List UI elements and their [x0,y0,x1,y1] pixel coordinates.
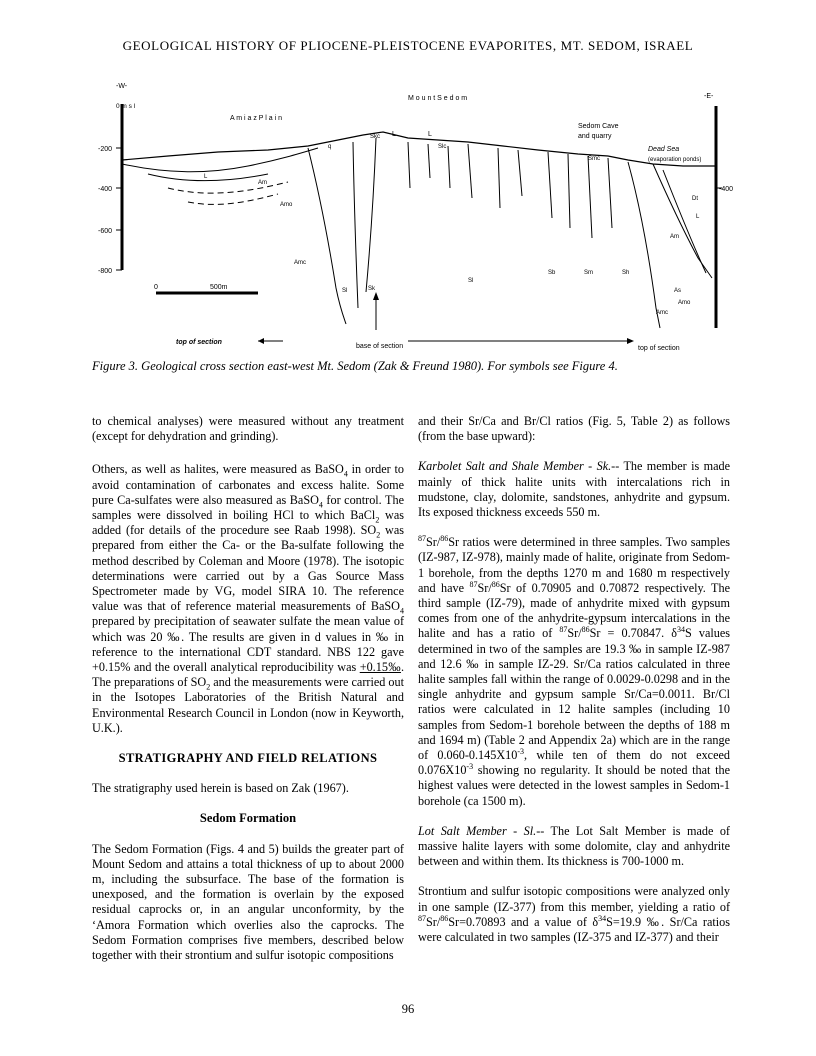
unit-label: Am [258,180,267,186]
structure-line [498,148,500,208]
mount-sedom-label: M o u n t S e d o m [408,95,468,102]
cross-section-svg [98,78,738,360]
paragraph: Karbolet Salt and Shale Member - Sk.-- The member is made mainly of thick halite units with intercalations rich in mudstone, clay, dolomite, sandstones, anhydrite and gypsum. Its exposed thickness exceeds 550 m. [418,459,730,520]
scale-500-label: 500m [210,284,228,291]
unit-label: Am [670,234,679,240]
unit-label: As [674,288,682,294]
structure-line [548,152,552,218]
depth-600-label: -600 [98,228,113,235]
stratum-line [148,174,268,181]
unit-label: Amc [294,260,306,266]
unit-label: L [204,174,208,180]
sedom-cave-label: Sedom Cave [578,123,619,130]
structure-line [518,150,522,196]
msl-label: 0 m s l [116,103,136,110]
unit-label: Sb [548,270,556,276]
unit-label: Dt [692,196,698,202]
paragraph: Lot Salt Member - Sl.-- The Lot Salt Member is made of massive halite layers with some dolomite, clay and anhydrite between and within them. Its thickness is 700-1000 m. [418,823,730,869]
unit-label: Amo [280,202,293,208]
unit-label: Slc [438,144,447,150]
running-header: GEOLOGICAL HISTORY OF PLIOCENE-PLEISTOCENE EVAPORITES, MT. SEDOM, ISRAEL [122,38,694,53]
paragraph: The Sedom Formation (Figs. 4 and 5) builds the greater part of Mount Sedom and attains a total thickness of up to about 2000 m, including the subsurface. The base of the formation is unexposed, and the formation is overlain by the exposed residual caprocks or, in an angular unconformity, by the ‘Amora Formation which overlies also the caprocks. The Sedom Formation comprises five members, described below together with their strontium and sulfur isotopic compositions [92,841,404,963]
arrowhead-left [258,338,264,344]
cross-section-figure [98,78,738,360]
depth-400-right-label: -400 [719,186,734,193]
left-column [92,414,404,978]
base-of-section: base of section [356,343,404,350]
east-label: -E- [704,93,714,100]
paragraph: Others, as well as halites, were measured as BaSO$_4$ in order to avoid contamination of carbonates and excess halite. Some pure Ca-sulfates were also measured as BaSO$_4$ for control. The samples were dissolved in boiling HCl to which BaCl$_2$ was added (for details of the procedure see Raab 1998). $SO_2$ was prepared from either the Ca- or the Ba-sulfate following the method described by Coleman and Moore (1978). The isotopic determinations were carried out by a Gas Source Mass Spectrometer made by VG, model SIRA 10. The reference value was that of reference material measurements of BaSO$_4$ prepared by precipitation of seawater sulfate the mean value of which was 20 ‰. The results are given in d values in ‰ in reference to the international CDT standard. NBS 122 gave +0.15% and the overall analytical reproducibility was +0.15‰. The preparations of $SO_2$ and the measurements were carried out in the Isotopes Laboratories of the British Natural and Environmental Research Council in London (now in Keyworth, U.K.). [92,462,404,735]
scale-zero-label: 0 [154,284,158,291]
unit-label: Smc [588,156,600,162]
structure-line [408,142,410,188]
unit-label: Sl [342,288,348,294]
stratum-line [168,182,288,193]
fault-line [366,138,376,292]
top-of-section-right: top of section [638,345,680,352]
paragraph: $^{87}$Sr/$^{86}$Sr ratios were determined in three samples. Two samples (IZ-987, IZ-978), mainly made of halite, originate from Sedom-1 borehole, from the depths 1270 m and 1680 m respectively and have $^{87}$Sr/$^{86}$Sr of 0.70905 and 0.70872 respectively. The third sample (IZ-79), made of anhydrite mixed with gypsum comes from one of the anhydrite-gypsum intercalations in the halite and has a ratio of $^{87}$Sr/$^{86}$Sr = 0.70847. $\delta^{34}S$ values determined in two of the samples are 19.3 ‰ in sample IZ-987 and 12.6 ‰ in sample IZ-29. Sr/Ca ratios calculated in three halite samples fall within the range of 0.0029-0.0298 and in the single anhydrite and gypsum sample Sr/Ca=0.0011. Br/Cl ratios were calculated in 12 halite samples (including 10 samples from Sedom-1 borehole between the depths of 188 m and 1694 m) (Table 2 and Appendix 2a) which are in the range of $0.060-0.145X10^{-3}$, while ten of them do not exceed $0.076X10^{-3}$ showing no regularity. It should be noted that the highest values were detected in the lowest samples in Sedom-1 borehole (ca 1500 m). [418,534,731,808]
section-heading: STRATIGRAPHY AND FIELD RELATIONS [118,751,378,766]
west-label: -W- [116,83,128,90]
paragraph: to chemical analyses) were measured without any treatment (except for dehydration and grinding). [92,414,404,444]
paragraph: and their Sr/Ca and Br/Cl ratios (Fig. 5, Table 2) as follows (from the base upward): [418,414,730,444]
surface-profile [122,132,716,166]
structure-line [608,158,612,228]
unit-label: L [428,131,432,138]
unit-label: Skc [370,134,381,140]
subsection-heading: Sedom Formation [199,811,297,826]
structure-line [568,154,570,228]
page-number: 96 [401,1002,415,1016]
unit-label: Sl [468,278,474,284]
structure-line [448,146,450,188]
structure-line [468,144,472,198]
unit-label: Sh [622,270,630,276]
stratum-line [188,194,278,204]
unit-label: Sk [368,286,376,292]
structure-line [428,144,430,178]
unit-label: q [328,144,332,150]
stratum-line [653,164,712,278]
fault-line [353,142,358,308]
quarry-label: and quarry [578,133,612,140]
stratum-line [663,170,706,273]
unit-label: L [392,131,396,138]
unit-label: Amo [678,300,691,306]
arrowhead-right [627,338,634,344]
depth-200-label: -200 [98,146,113,153]
unit-label: Amc [656,310,668,316]
unit-label: L [696,214,700,220]
amiaz-plain-label: A m i a z P l a i n [230,115,283,122]
diapir-flank-right [628,162,660,328]
right-column [418,414,730,960]
depth-400-label: -400 [98,186,113,193]
dead-sea-label: Dead Sea [648,146,680,153]
evaporation-ponds-label: (evaporation ponds) [648,157,702,163]
figure-caption: Figure 3. Geological cross section east-west Mt. Sedom (Zak & Freund 1980). For symbols see Figure 4. [92,359,618,373]
paragraph: Strontium and sulfur isotopic compositions were analyzed only in one sample (IZ-377) from this member, yielding a ratio of $^{87}$Sr/$^{86}$Sr=0.70893 and a value of $\delta^{34}S=19.9$ ‰. Sr/Ca ratios were calculated in two samples (IZ-375 and IZ-377) and their [418,884,730,945]
unit-label: Sm [584,270,593,276]
top-of-section-left: top of section [176,339,222,346]
structure-line [588,156,592,238]
diapir-flank-left [308,148,346,324]
depth-800-label: -800 [98,268,113,275]
arrowhead-base [373,292,379,300]
paragraph: The stratigraphy used herein is based on Zak (1967). [92,781,349,796]
